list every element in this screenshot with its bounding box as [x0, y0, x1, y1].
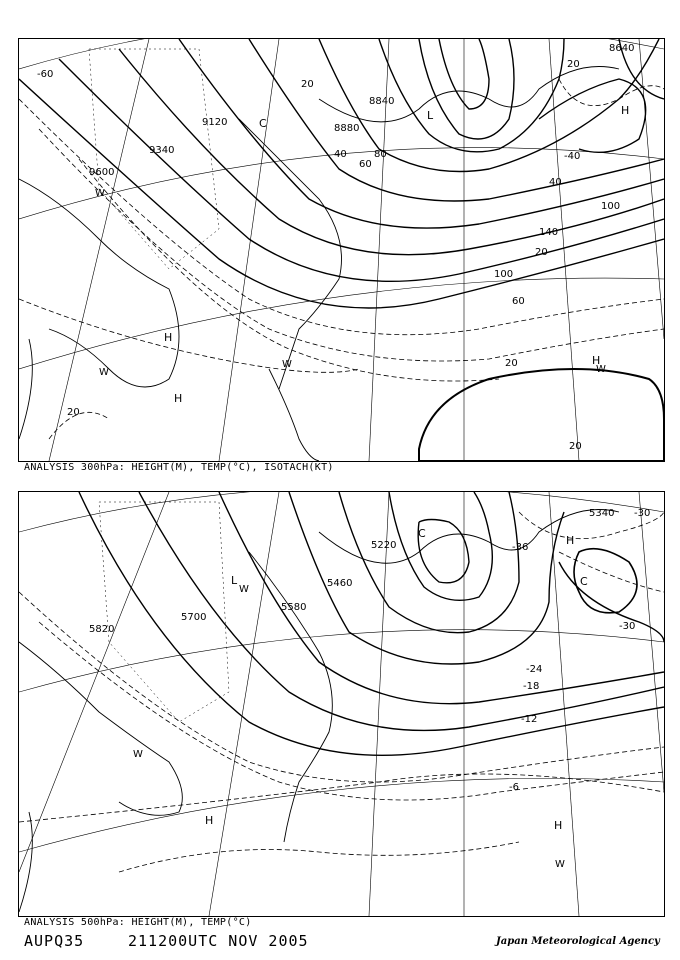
- lower-temp-label: -30: [619, 621, 636, 632]
- upper-isotach-label: 100: [601, 201, 621, 212]
- lower-high-center: H: [554, 819, 563, 832]
- lower-height-label: 5220: [371, 540, 397, 551]
- upper-isotach-label: 20: [67, 407, 80, 418]
- lower-height-label: 5820: [89, 624, 115, 635]
- lower-temp-label: -24: [526, 664, 543, 675]
- lower-warm-marker: W: [133, 749, 143, 760]
- lower-height-label: 5460: [327, 578, 353, 589]
- upper-graticule: [19, 39, 664, 461]
- upper-isotach-label: 20: [569, 441, 582, 452]
- upper-shaded-region: [89, 49, 219, 269]
- lower-dashed-contours: [19, 512, 664, 872]
- upper-isotach-label: 40: [334, 149, 347, 160]
- lower-warm-marker: W: [555, 859, 565, 870]
- upper-warm-marker: W: [596, 364, 606, 375]
- lower-temp-label: -18: [523, 681, 540, 692]
- upper-warm-marker: W: [95, 188, 105, 199]
- lower-temp-label: -36: [512, 542, 529, 553]
- lower-map-panel: [18, 491, 665, 917]
- upper-isotach-label: 40: [549, 177, 562, 188]
- lower-height-label: 5700: [181, 612, 207, 623]
- upper-isotach-label: 60: [359, 159, 372, 170]
- lower-cold-center: C: [418, 527, 426, 540]
- upper-height-label: 9120: [202, 117, 228, 128]
- upper-temp-label: -60: [37, 69, 54, 80]
- upper-isotach-label: 80: [374, 149, 387, 160]
- lower-height-contours: [79, 492, 664, 755]
- upper-isotach-label: 100: [494, 269, 514, 280]
- lower-caption: ANALYSIS 500hPa: HEIGHT(M), TEMP(°C): [24, 917, 252, 928]
- upper-height-label: 8880: [334, 123, 360, 134]
- upper-high-center: H: [164, 331, 173, 344]
- lower-cold-center: C: [580, 575, 588, 588]
- lower-temp-label: -6: [509, 782, 519, 793]
- upper-isotach-label: 140: [539, 227, 559, 238]
- upper-jet-contour: [419, 369, 664, 461]
- upper-height-contours: [19, 39, 664, 308]
- upper-height-label: 9340: [149, 145, 175, 156]
- lower-graticule: [19, 492, 664, 916]
- upper-high-center: H: [592, 354, 601, 367]
- valid-time: 211200UTC NOV 2005: [128, 932, 309, 950]
- lower-temp-label: -12: [521, 714, 538, 725]
- agency-name: Japan Meteorological Agency: [496, 936, 660, 947]
- upper-warm-marker: W: [282, 359, 292, 370]
- upper-high-center: H: [621, 104, 630, 117]
- lower-height-label: 5340: [589, 508, 615, 519]
- lower-high-center: H: [566, 534, 575, 547]
- lower-temp-label: -30: [634, 508, 651, 519]
- upper-height-label: 9600: [89, 167, 115, 178]
- upper-isotach-label: 20: [301, 79, 314, 90]
- lower-map-canvas: [19, 492, 664, 916]
- upper-map-panel: [18, 38, 665, 462]
- upper-isotach-label: 60: [512, 296, 525, 307]
- upper-isotach-label: 20: [505, 358, 518, 369]
- upper-low-center: L: [427, 109, 434, 122]
- upper-isotach-label: 20: [567, 59, 580, 70]
- lower-high-center: H: [205, 814, 214, 827]
- lower-height-label: 5580: [281, 602, 307, 613]
- upper-temp-label: -40: [564, 151, 581, 162]
- upper-height-label: 8640: [609, 43, 635, 54]
- upper-high-center: H: [174, 392, 183, 405]
- chart-id: AUPQ35: [24, 932, 85, 950]
- lower-low-center: L: [231, 574, 238, 587]
- upper-caption: ANALYSIS 300hPa: HEIGHT(M), TEMP(°C), ISOTACH(KT): [24, 462, 334, 473]
- upper-isotach-label: 20: [535, 247, 548, 258]
- lower-warm-marker: W: [239, 584, 249, 595]
- upper-coastline: [19, 67, 619, 462]
- upper-cold-center: C: [259, 117, 267, 130]
- upper-map-canvas: [19, 39, 664, 461]
- upper-closed-high: [539, 79, 646, 152]
- upper-warm-marker: W: [99, 367, 109, 378]
- upper-height-label: 8840: [369, 96, 395, 107]
